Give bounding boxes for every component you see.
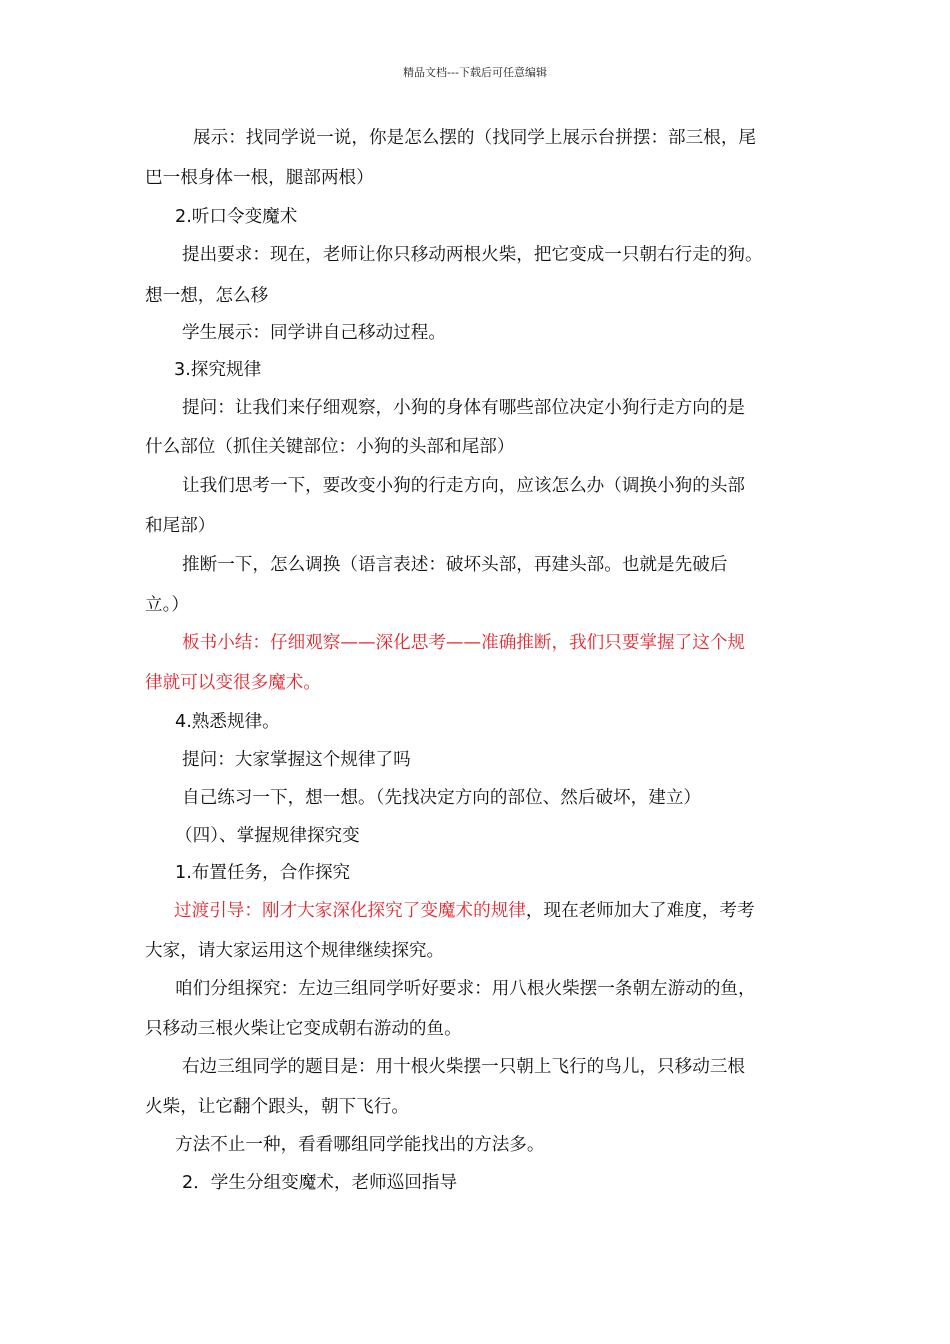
text-segment: 巴一根身体一根，腿部两根）	[145, 168, 374, 188]
text-segment: 3.探究规律	[174, 360, 262, 380]
text-line	[145, 515, 215, 537]
text-segment: 学生展示：同学讲自己移动过程。	[182, 323, 446, 343]
text-line	[175, 862, 350, 884]
text-line	[174, 900, 755, 922]
text-line	[182, 787, 701, 809]
text-segment: 想一想，怎么移	[145, 286, 269, 306]
text-line	[145, 1018, 462, 1040]
highlight-text: 板书小结：仔细观察——深化思考——准确推断，我们只要掌握了这个规	[182, 633, 746, 653]
text-segment: 咱们分组探究：左边三组同学听好要求：用八根火柴摆一条朝左游动的鱼，	[175, 979, 756, 999]
text-line	[182, 554, 727, 576]
text-line	[145, 594, 189, 616]
highlight-text: 律就可以变很多魔术。	[145, 673, 321, 693]
text-segment: 方法不止一种，看看哪组同学能找出的方法多。	[175, 1135, 545, 1155]
text-segment: 什么部位（抓住关键部位：小狗的头部和尾部）	[145, 437, 515, 457]
text-line	[182, 1056, 745, 1078]
text-segment: 2.听口令变魔术	[175, 207, 298, 227]
text-segment: 只移动三根火柴让它变成朝右游动的鱼。	[145, 1019, 462, 1039]
text-segment: 1.布置任务，合作探究	[175, 863, 351, 883]
highlight-text: 过渡引导：刚才大家深化探究了变魔术的规律	[174, 901, 526, 921]
text-line	[145, 167, 374, 189]
text-line	[175, 825, 360, 847]
text-segment: 立。）	[145, 595, 189, 615]
text-segment: 火柴，让它翻个跟头，朝下飞行。	[145, 1097, 409, 1117]
text-segment: ，现在老师加大了难度，考考	[525, 901, 755, 921]
text-segment: 自己练习一下，想一想。（先找决定方向的部位、然后破坏，建立）	[182, 788, 702, 808]
text-line	[175, 1134, 544, 1156]
text-segment: 大家，请大家运用这个规律继续探究。	[145, 941, 445, 961]
text-segment: 2．学生分组变魔术，老师巡回指导	[182, 1173, 458, 1193]
text-line	[182, 475, 745, 497]
text-line	[182, 322, 446, 344]
text-line	[145, 940, 444, 962]
text-line	[175, 206, 297, 228]
page-header: 精品文档---下载后可任意编辑	[403, 66, 547, 79]
text-line	[145, 672, 321, 694]
text-line	[145, 1096, 409, 1118]
text-line	[175, 711, 280, 733]
text-segment: 4.熟悉规律。	[175, 712, 280, 732]
text-line	[174, 359, 261, 381]
text-line	[175, 978, 756, 1000]
text-line	[182, 749, 411, 771]
text-segment: 提问：让我们来仔细观察，小狗的身体有哪些部位决定小狗行走方向的是	[182, 398, 746, 418]
text-segment: 右边三组同学的题目是：用十根火柴摆一只朝上飞行的鸟儿，只移动三根	[182, 1057, 746, 1077]
text-segment: 让我们思考一下，要改变小狗的行走方向，应该怎么办（调换小狗的头部	[182, 476, 746, 496]
text-segment: 推断一下，怎么调换（语言表述：破坏头部，再建头部。也就是先破后	[182, 555, 728, 575]
text-segment: （四）、掌握规律探究变	[175, 826, 360, 846]
text-line	[182, 632, 745, 654]
text-line	[145, 285, 268, 307]
text-line	[182, 1172, 457, 1194]
text-segment: 展示：找同学说一说，你是怎么摆的（找同学上展示台拼摆：部三根，尾	[193, 128, 757, 148]
text-line	[193, 127, 756, 149]
text-line	[182, 244, 763, 266]
text-line	[145, 436, 514, 458]
text-segment: 和尾部）	[145, 516, 216, 536]
text-line	[182, 397, 745, 419]
text-segment: 提出要求：现在，老师让你只移动两根火柴，把它变成一只朝右行走的狗。	[182, 245, 763, 265]
text-segment: 提问：大家掌握这个规律了吗	[182, 750, 411, 770]
